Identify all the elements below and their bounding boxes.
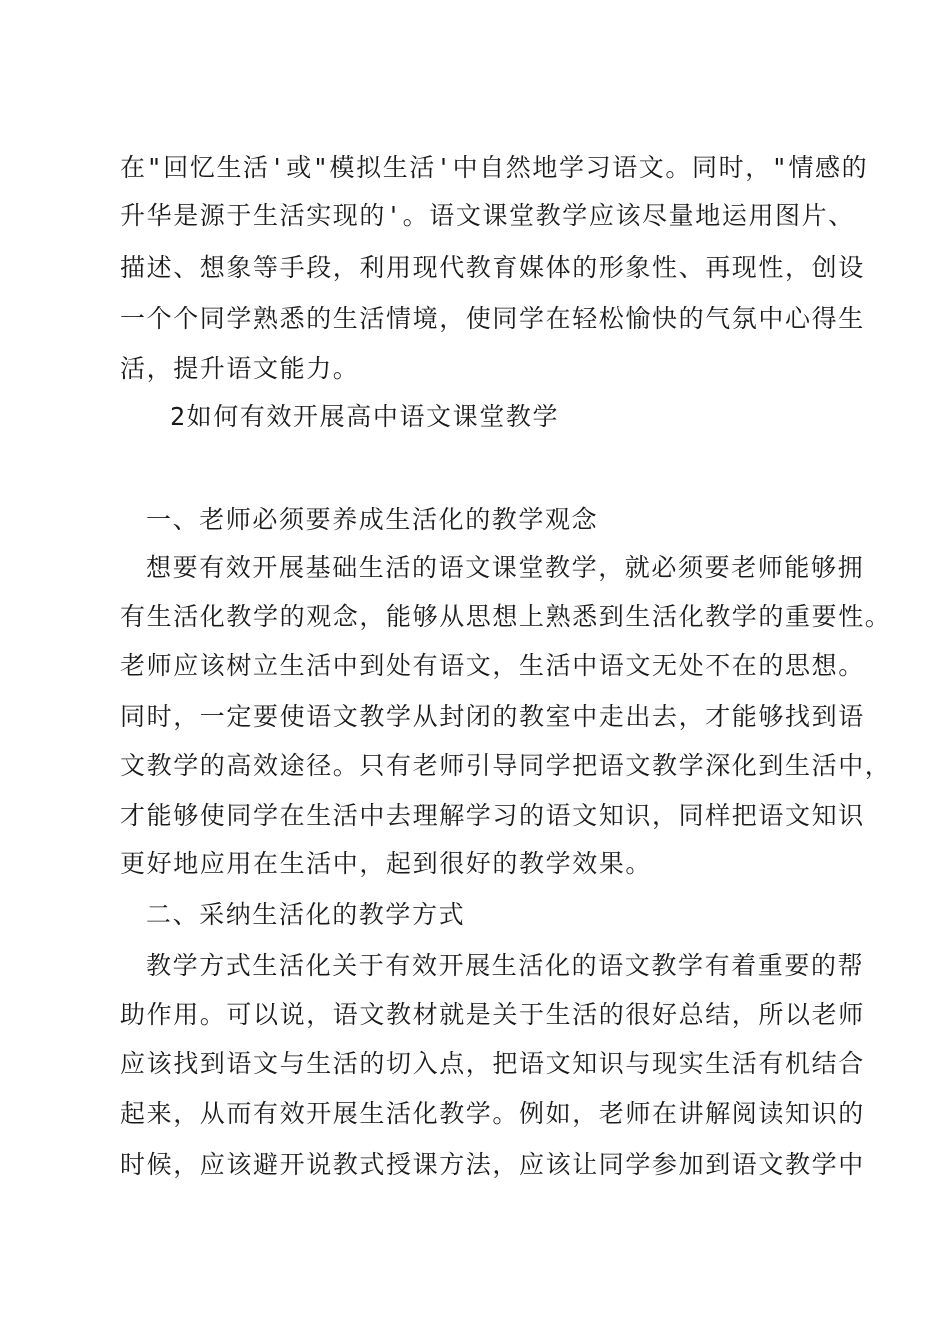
- paragraph-line: 应该找到语文与生活的切入点，把语文知识与现实生活有机结合: [120, 1049, 865, 1078]
- paragraph-line: 想要有效开展基础生活的语文课堂教学，就必须要老师能够拥: [146, 553, 865, 582]
- paragraph-line: 描述、想象等手段，利用现代教育媒体的形象性、再现性，创设: [120, 253, 865, 282]
- paragraph-line: 活，提升语文能力。: [120, 354, 360, 383]
- paragraph-line: 同时，一定要使语文教学从封闭的教室中走出去，才能够找到语: [120, 702, 865, 731]
- paragraph-line: 一个个同学熟悉的生活情境，使同学在轻松愉快的气氛中心得生: [120, 304, 865, 333]
- paragraph-line: 更好地应用在生活中，起到很好的教学效果。: [120, 849, 653, 878]
- paragraph-line: 教学方式生活化关于有效开展生活化的语文教学有着重要的帮: [146, 951, 865, 980]
- paragraph-line: 起来，从而有效开展生活化教学。例如，老师在讲解阅读知识的: [120, 1099, 865, 1128]
- paragraph-line: 才能够使同学在生活中去理解学习的语文知识，同样把语文知识: [120, 801, 865, 830]
- paragraph-line: 时候，应该避开说教式授课方法，应该让同学参加到语文教学中: [120, 1150, 865, 1179]
- paragraph-line: 升华是源于生活实现的'。语文课堂教学应该尽量地运用图片、: [120, 201, 855, 230]
- paragraph-line: 老师应该树立生活中到处有语文，生活中语文无处不在的思想。: [120, 651, 865, 680]
- paragraph-line: 文教学的高效途径。只有老师引导同学把语文教学深化到生活中，: [120, 751, 892, 780]
- heading-1: 一、老师必须要养成生活化的教学观念: [146, 505, 599, 534]
- heading-2: 二、采纳生活化的教学方式: [146, 900, 466, 929]
- paragraph-line: 助作用。可以说，语文教材就是关于生活的很好总结，所以老师: [120, 1000, 865, 1029]
- paragraph-line: 在"回忆生活'或"模拟生活'中自然地学习语文。同时，"情感的: [120, 153, 869, 182]
- section-title: 2如何有效开展高中语文课堂教学: [170, 402, 560, 431]
- paragraph-line: 有生活化教学的观念，能够从思想上熟悉到生活化教学的重要性。: [120, 602, 892, 631]
